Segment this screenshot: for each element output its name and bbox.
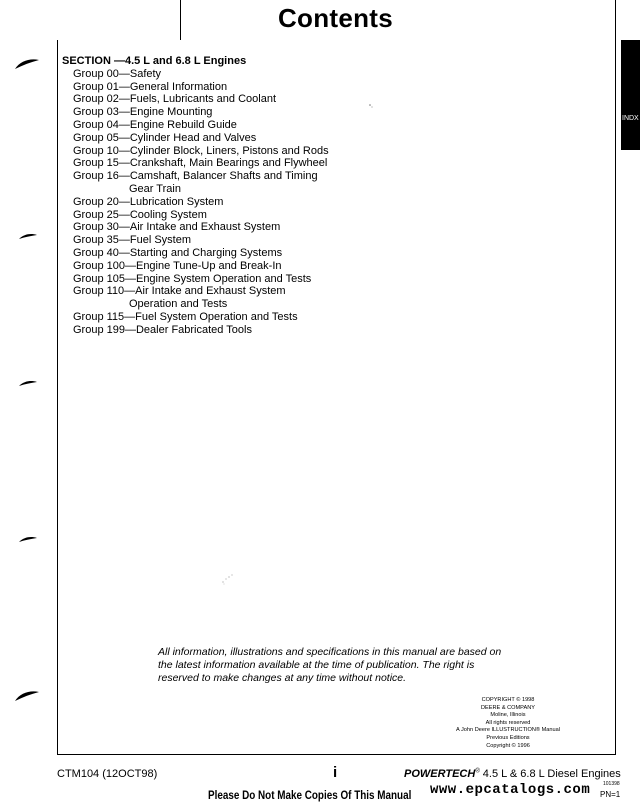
brand-name: POWERTECH [404,768,476,780]
toc-entry: Group 100—Engine Tune-Up and Break-In [73,259,282,272]
toc-entry: Group 16—Camshaft, Balancer Shafts and Timing [73,170,318,183]
toc-entry: Group 110—Air Intake and Exhaust System [73,285,286,298]
toc-entry: Group 30—Air Intake and Exhaust System [73,221,281,234]
toc-entry: Group 10—Cylinder Block, Liners, Pistons and Rods [73,144,329,157]
doc-code: CTM104 (12OCT98) [57,768,158,780]
copyright-line: A John Deere ILLUSTRUCTION® Manual [456,727,560,734]
manual-title-text: 4.5 L & 6.8 L Diesel Engines [479,768,621,780]
toc-entry: Group 25—Cooling System [73,208,207,221]
toc-entry: Group 03—Engine Mounting [73,106,213,119]
copyright-line: Copyright © 1996 [486,742,530,749]
page-number: i [333,764,338,781]
toc-entry: Group 00—Safety [73,67,162,80]
toc-entry: Group 02—Fuels, Lubricants and Coolant [73,93,277,106]
copyright-line: All rights reserved [485,719,531,726]
toc-entry-continuation: Gear Train [129,182,181,195]
copyright-line: Previous Editions [486,734,530,741]
toc-entry: Group 20—Lubrication System [73,195,224,208]
toc-entry-continuation: Operation and Tests [129,298,228,311]
toc-list [62,68,329,337]
page-title: Contents [277,3,394,33]
binder-hole-mark-3 [18,380,38,388]
copyright-line: DEERE & COMPANY [481,704,535,711]
notice-line: All information, illustrations and specifications in this manual are based on [158,646,502,658]
copyright-block [408,697,608,750]
toc-entry: Group 01—General Information [73,80,228,93]
section-heading: SECTION —4.5 L and 6.8 L Engines [62,55,247,67]
copyright-line: COPYRIGHT © 1998 [481,697,535,703]
toc-entry: Group 15—Crankshaft, Main Bearings and Flywheel [73,157,328,170]
binder-hole-mark-4 [18,536,38,544]
toc-entry: Group 05—Cylinder Head and Valves [73,131,257,144]
pn-label: PN=1 [600,790,621,799]
copy-warning: Please Do Not Make Copies Of This Manual [208,790,412,802]
toc-entry: Group 04—Engine Rebuild Guide [73,118,237,131]
notice-line: the latest information available at the time of publication. The right is [158,659,475,671]
binder-hole-mark-2 [18,233,38,241]
small-code: 101398 [603,781,620,787]
watermark-link[interactable]: www.epcatalogs.com [430,782,591,798]
binder-hole-mark-1 [14,58,40,72]
toc-entry: Group 35—Fuel System [73,234,191,247]
toc-entry: Group 199—Dealer Fabricated Tools [73,323,252,336]
toc-entry: Group 40—Starting and Charging Systems [73,246,283,259]
binder-hole-mark-5 [14,690,40,704]
index-tab-label: INDX [622,115,639,122]
brand-mark: ® [475,768,480,775]
toc-entry: Group 105—Engine System Operation and Tests [73,272,312,285]
index-tab[interactable] [621,110,640,150]
scan-speck [368,103,374,109]
notice-paragraph [158,646,528,685]
notice-line: reserved to make changes at any time without notice. [158,672,407,684]
manual-title [404,768,621,780]
copyright-line: Moline, Illinois [490,712,526,719]
toc-entry: Group 115—Fuel System Operation and Tests [73,310,298,323]
scan-speck [220,573,234,585]
table-of-contents [62,55,329,337]
